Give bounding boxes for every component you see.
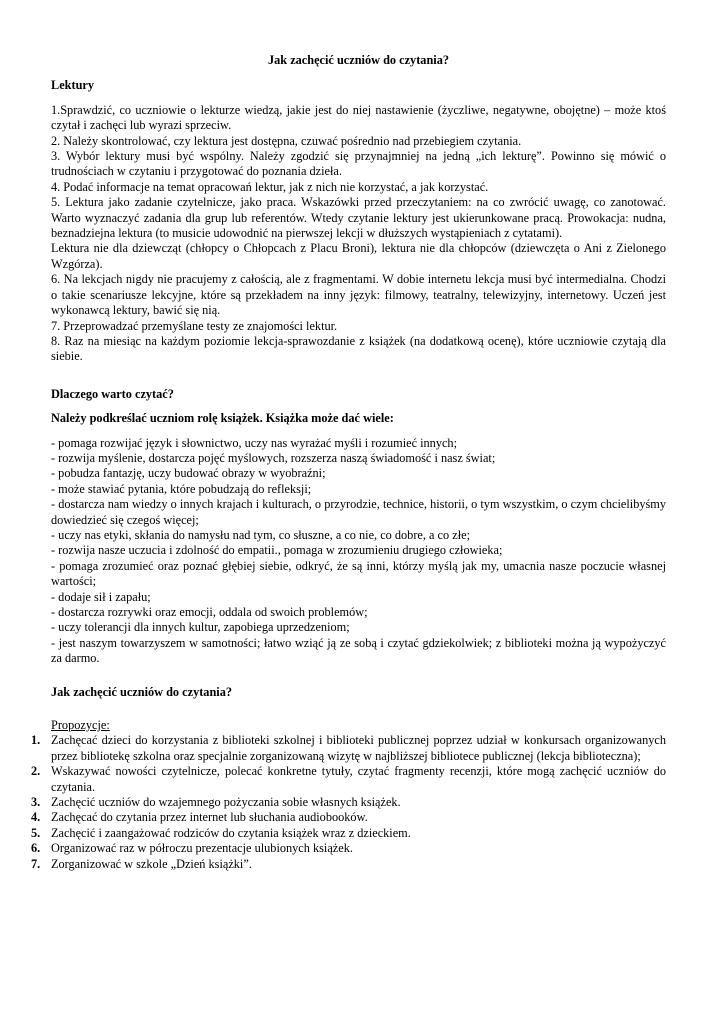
- spacer: [51, 94, 666, 103]
- proposal-item: [31, 795, 666, 810]
- benefit-item: - rozwija nasze uczucia i zdolność do empatii., pomaga w zrozumieniu drugiego człowieka;: [51, 543, 503, 558]
- benefit-item: - rozwija myślenie, dostarcza pojęć myślowych, rozszerza naszą świadomość i nasz świat;: [51, 450, 496, 465]
- benefit-item: - uczy nas etyki, skłania do namysłu nad tym, co słuszne, a co nie, co dobre, a co złe;: [51, 527, 470, 542]
- lektury-point-8: 8. Raz na miesiąc na każdym poziomie lekcja-sprawozdanie z książek (na dodatkową ocenę), które uczniowie czytają dla siebie.: [51, 333, 666, 364]
- proposal-number: 7.: [31, 856, 41, 871]
- section-heading-dlaczego: Dlaczego warto czytać?: [51, 386, 174, 401]
- proposal-item: [31, 856, 666, 872]
- lektury-point-5: 5. Lektura jako zadanie czytelnicze, jako praca. Wskazówki przed przeczytaniem: na co zwrócić uwagę, co zanotować. Warto wyznaczyć zadania dla grup lub referentów. Wtedy czytanie lektury jest ukierunkowane pracą. Prowokacja: nudna, beznadziejna lektura (to musicie udowodnić na pierwszej lekcji w dłuższych wystąpieniach z cytatami).: [51, 195, 666, 241]
- proposal-text: Zachęcić uczniów do wzajemnego pożyczania sobie własnych książek.: [51, 795, 401, 810]
- proposal-number: 3.: [31, 795, 41, 810]
- proposal-item: [31, 841, 666, 856]
- benefit-item: - dostarcza nam wiedzy o innych krajach i kulturach, o przyrodzie, technice, historii, o tym wszystkim, o czym chcielibyśmy dowiedzieć się czegoś więcej;: [51, 497, 666, 527]
- proposals-list: [31, 733, 666, 872]
- section-heading-jak-zachecic: Jak zachęcić uczniów do czytania?: [51, 684, 233, 699]
- section-heading-lektury: Lektury: [51, 78, 95, 93]
- benefit-item: - może stawiać pytania, które pobudzają do refleksji;: [51, 481, 312, 496]
- benefit-item: - dodaje sił i zapału;: [51, 589, 151, 604]
- proposal-text: Zorganizować w szkole „Dzień książki”.: [51, 856, 252, 871]
- proposal-text: Wskazywać nowości czytelnicze, polecać konkretne tytuły, czytać fragmenty recenzji, które mogą zachęcić uczniów do czytania.: [51, 764, 666, 794]
- lektury-point-6: 6. Na lekcjach nigdy nie pracujemy z całością, ale z fragmentami. W dobie internetu lekcja musi być intermedialna. Chodzi o takie scenariusze lekcyjne, które są przekładem na inny język: filmowy, teatralny, telewizyjny, internetowy. Uczeń jest wykonawcą lektury, bawić się nią.: [51, 272, 666, 318]
- spacer: [51, 402, 666, 411]
- proposal-text: Zachęcać dzieci do korzystania z biblioteki szkolnej i biblioteki publicznej poprzez udział w konkursach organizowanych przez bibliotekę szkolna oraz specjalnie zorganizowaną wizytę w najbliższej bibliotece publicznej (lekcja biblioteczna);: [51, 733, 666, 763]
- proposal-item: [31, 764, 666, 795]
- lektury-list: [51, 103, 666, 365]
- lektury-point-4: 4. Podać informacje na temat opracowań lektur, jak z nich nie korzystać, a jak korzystać.: [51, 179, 489, 194]
- benefit-item: - jest naszym towarzyszem w samotności; łatwo wziąć ją ze sobą i czytać gdziekolwiek; z biblioteki można ją wypożyczyć za darmo.: [51, 635, 666, 666]
- proposal-text: Zachęcać do czytania przez internet lub słuchania audiobooków.: [51, 810, 368, 825]
- spacer: [51, 365, 666, 387]
- document-title: Jak zachęcić uczniów do czytania?: [267, 53, 449, 67]
- lektury-point-5-continued: Lektura nie dla dziewcząt (chłopcy o Chłopcach z Placu Broni), lektura nie dla chłopców (dziewczęta o Ani z Zielonego Wzgórza).: [51, 241, 666, 271]
- proposal-text: Organizować raz w półroczu prezentacje ulubionych książek.: [51, 841, 353, 856]
- benefit-item: - pomaga rozwijać język i słownictwo, uczy nas wyrażać myśli i rozumieć innych;: [51, 435, 458, 450]
- lektury-point-2: 2. Należy skontrolować, czy lektura jest dostępna, czuwać pośrednio nad przebiegiem czytania.: [51, 133, 522, 148]
- benefit-item: - pomaga zrozumieć oraz poznać głębiej siebie, odkryć, że są inni, którzy myślą jak my, umacnia nasze poczucie własnej wartości;: [51, 558, 666, 589]
- proposal-number: 6.: [31, 841, 41, 856]
- proposals-label: Propozycje:: [51, 718, 110, 733]
- spacer: [51, 667, 666, 685]
- section-subheading-rola-ksiazek: Należy podkreślać uczniom rolę książek. Książka może dać wiele:: [51, 411, 394, 426]
- proposal-number: 2.: [31, 764, 41, 779]
- proposal-number: 4.: [31, 810, 41, 825]
- lektury-point-3: 3. Wybór lektury musi być wspólny. Należy zgodzić się przynajmniej na jedną „ich lekturę”. Powinno się mówić o trudnościach w czytaniu i przygotować do poznania dzieła.: [51, 149, 666, 179]
- proposal-item: [31, 810, 666, 825]
- proposal-item: [31, 733, 666, 764]
- spacer: [51, 427, 666, 436]
- spacer: [51, 700, 666, 718]
- proposal-number: 5.: [31, 825, 41, 840]
- proposal-text: Zachęcić i zaangażować rodziców do czytania książek wraz z dzieckiem.: [51, 825, 411, 840]
- benefit-item: - dostarcza rozrywki oraz emocji, oddala od swoich problemów;: [51, 605, 368, 619]
- benefit-item: - pobudza fantazję, uczy budować obrazy w wyobraźni;: [51, 466, 326, 481]
- benefits-list: [51, 436, 666, 667]
- proposal-item: [31, 825, 666, 841]
- proposal-number: 1.: [31, 733, 41, 748]
- benefit-item: - uczy tolerancji dla innych kultur, zapobiega uprzedzeniom;: [51, 620, 350, 635]
- lektury-point-7: 7. Przeprowadzać przemyślane testy ze znajomości lektur.: [51, 318, 338, 333]
- lektury-point-1: 1.Sprawdzić, co uczniowie o lekturze wiedzą, jakie jest do niej nastawienie (życzliwe, negatywne, obojętne) – może ktoś czytał i zachęci lub wyrazi sprzeciw.: [51, 102, 666, 133]
